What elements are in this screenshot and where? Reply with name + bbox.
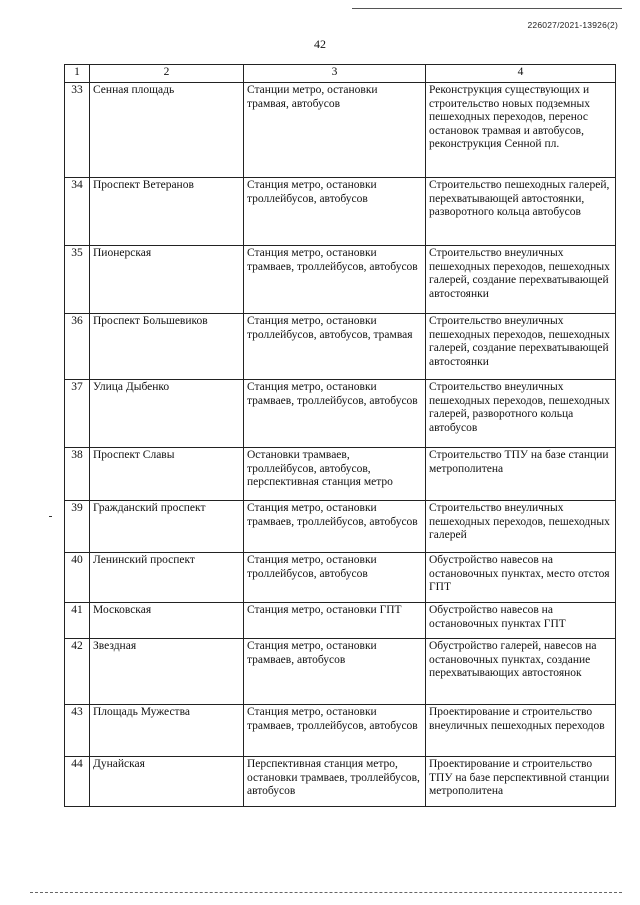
planned-works: Строительство внеуличных пешеходных переходов, пешеходных галерей, создание перехватывающей автостоянки	[426, 246, 616, 314]
transport-types: Станция метро, остановки троллейбусов, автобусов	[244, 178, 426, 246]
table-row	[65, 501, 616, 553]
transport-types: Станция метро, остановки трамваев, троллейбусов, автобусов	[244, 705, 426, 757]
node-name: Дунайская	[90, 757, 244, 807]
bottom-rule	[30, 892, 622, 893]
table-row	[65, 603, 616, 639]
planned-works: Строительство внеуличных пешеходных переходов, пешеходных галерей, разворотного кольца автобусов	[426, 380, 616, 448]
table-row	[65, 757, 616, 807]
transport-types: Станция метро, остановки ГПТ	[244, 603, 426, 639]
node-name: Проспект Большевиков	[90, 314, 244, 380]
column-header: 4	[426, 65, 616, 83]
table-row	[65, 448, 616, 501]
page-number: 42	[314, 37, 326, 51]
top-rule	[352, 8, 622, 9]
table-row	[65, 639, 616, 705]
document-id: 226027/2021-13926(2)	[527, 20, 618, 30]
row-number: 38	[65, 448, 90, 501]
transport-types: Перспективная станция метро, остановки трамваев, троллейбусов, автобусов	[244, 757, 426, 807]
row-number: 44	[65, 757, 90, 807]
node-name: Улица Дыбенко	[90, 380, 244, 448]
node-name: Ленинский проспект	[90, 553, 244, 603]
row-number: 33	[65, 83, 90, 178]
planned-works: Строительство ТПУ на базе станции метрополитена	[426, 448, 616, 501]
node-name: Сенная площадь	[90, 83, 244, 178]
row-number: 41	[65, 603, 90, 639]
table-row	[65, 553, 616, 603]
table-row	[65, 705, 616, 757]
node-name: Московская	[90, 603, 244, 639]
table-row	[65, 178, 616, 246]
node-name: Пионерская	[90, 246, 244, 314]
transport-types: Станция метро, остановки трамваев, троллейбусов, автобусов	[244, 501, 426, 553]
row-number: 36	[65, 314, 90, 380]
row-number: 37	[65, 380, 90, 448]
row-number: 43	[65, 705, 90, 757]
transport-types: Станция метро, остановки трамваев, троллейбусов, автобусов	[244, 380, 426, 448]
node-name: Гражданский проспект	[90, 501, 244, 553]
row-number: 40	[65, 553, 90, 603]
planned-works: Проектирование и строительство ТПУ на базе перспективной станции метрополитена	[426, 757, 616, 807]
transport-types: Станции метро, остановки трамвая, автобусов	[244, 83, 426, 178]
table-row	[65, 246, 616, 314]
column-header: 2	[90, 65, 244, 83]
column-header: 1	[65, 65, 90, 83]
planned-works: Обустройство галерей, навесов на остановочных пунктах, создание перехватывающих автостоянок	[426, 639, 616, 705]
planned-works: Строительство внеуличных пешеходных переходов, пешеходных галерей	[426, 501, 616, 553]
planned-works: Обустройство навесов на остановочных пунктах, место отстоя ГПТ	[426, 553, 616, 603]
table-row	[65, 83, 616, 178]
transport-types: Остановки трамваев, троллейбусов, автобусов, перспективная станция метро	[244, 448, 426, 501]
margin-mark	[49, 516, 52, 517]
row-number: 35	[65, 246, 90, 314]
planned-works: Обустройство навесов на остановочных пунктах ГПТ	[426, 603, 616, 639]
row-number: 39	[65, 501, 90, 553]
transport-types: Станция метро, остановки трамваев, троллейбусов, автобусов	[244, 246, 426, 314]
row-number: 34	[65, 178, 90, 246]
projects-table	[64, 64, 616, 807]
planned-works: Проектирование и строительство внеуличных пешеходных переходов	[426, 705, 616, 757]
table-row	[65, 314, 616, 380]
node-name: Проспект Славы	[90, 448, 244, 501]
table-row	[65, 380, 616, 448]
table-header-row	[65, 65, 616, 83]
transport-types: Станция метро, остановки трамваев, автобусов	[244, 639, 426, 705]
node-name: Звездная	[90, 639, 244, 705]
row-number: 42	[65, 639, 90, 705]
transport-types: Станция метро, остановки троллейбусов, автобусов	[244, 553, 426, 603]
transport-types: Станция метро, остановки троллейбусов, автобусов, трамвая	[244, 314, 426, 380]
planned-works: Строительство внеуличных пешеходных переходов, пешеходных галерей, создание перехватывающей автостоянки	[426, 314, 616, 380]
node-name: Проспект Ветеранов	[90, 178, 244, 246]
column-header: 3	[244, 65, 426, 83]
planned-works: Строительство пешеходных галерей, перехватывающей автостоянки, разворотного кольца автобусов	[426, 178, 616, 246]
node-name: Площадь Мужества	[90, 705, 244, 757]
planned-works: Реконструкция существующих и строительство новых подземных пешеходных переходов, перенос остановок трамвая и автобусов, реконструкция Сенной пл.	[426, 83, 616, 178]
